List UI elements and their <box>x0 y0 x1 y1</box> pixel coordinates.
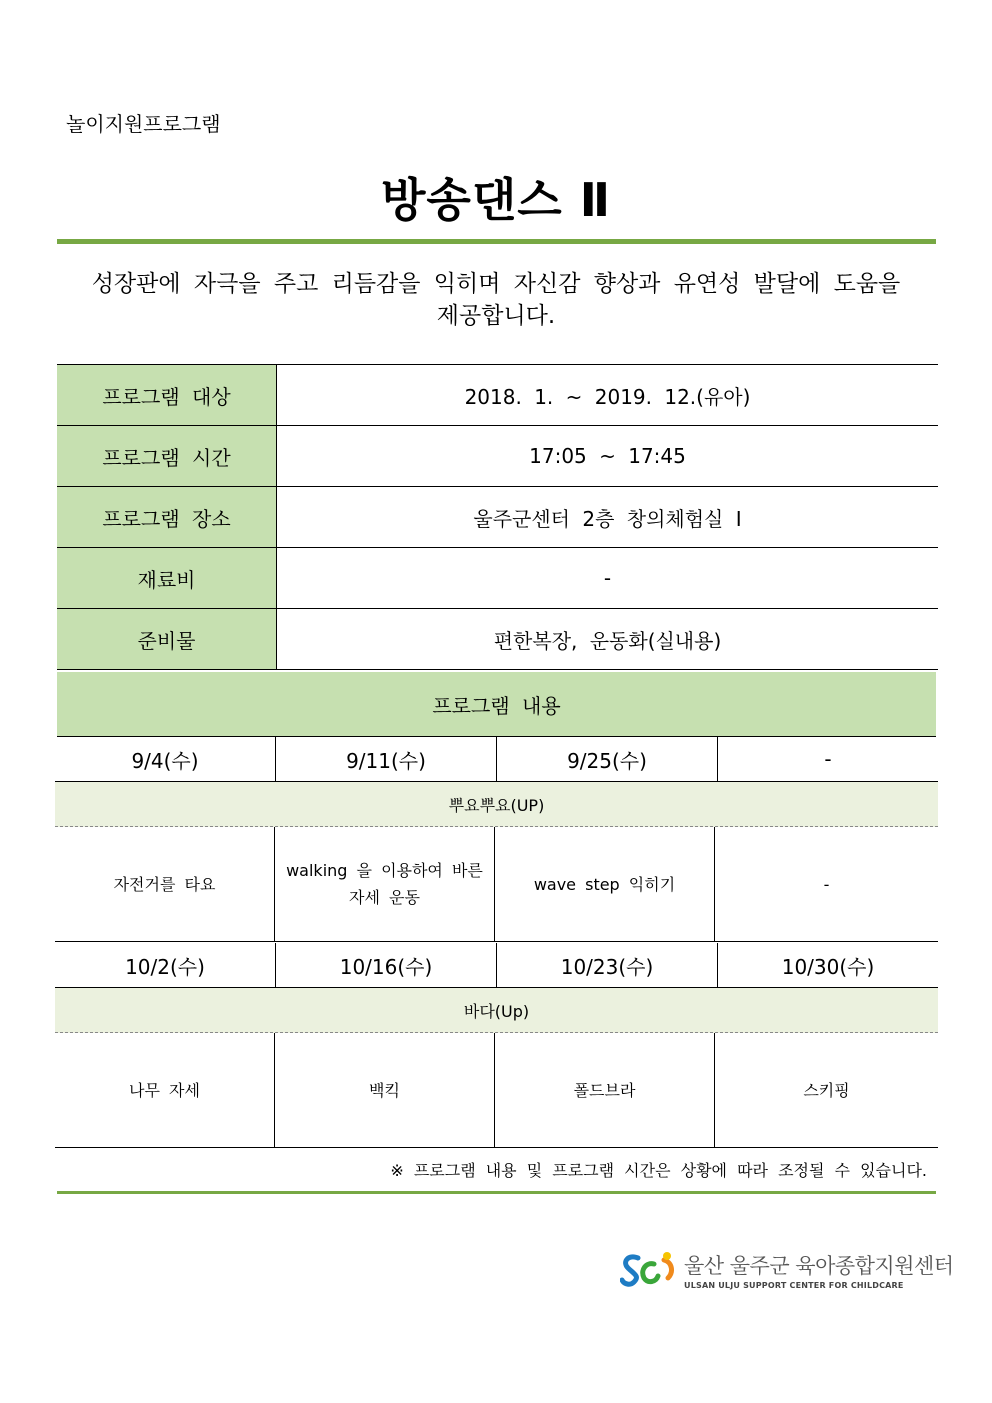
session-grid-september <box>55 737 938 942</box>
info-row-place <box>57 487 938 548</box>
session-activity: wave step 익히기 <box>495 827 715 941</box>
center-logo-icon <box>620 1250 676 1290</box>
info-label: 프로그램 대상 <box>57 365 277 425</box>
activity-row <box>55 827 938 942</box>
info-row-target <box>57 365 938 426</box>
session-activity: 나무 자세 <box>55 1033 275 1147</box>
program-category: 놀이지원프로그램 <box>66 112 221 136</box>
info-label: 준비물 <box>57 609 277 669</box>
info-value: - <box>603 566 612 590</box>
date-row <box>55 737 938 782</box>
session-activity: 자전거를 타요 <box>55 827 275 941</box>
session-date: 10/2(수) <box>55 943 276 987</box>
session-activity: 스키핑 <box>803 1080 850 1100</box>
session-activity: walking 을 이용하여 바른자세 운동 <box>275 827 495 941</box>
bottom-divider <box>57 1191 936 1194</box>
session-activity: 백킥 <box>275 1033 495 1147</box>
info-value: 17:05 ~ 17:45 <box>529 444 686 468</box>
session-activity: 폴드브라 <box>495 1033 715 1147</box>
page-title: 방송댄스 Ⅱ <box>380 173 612 227</box>
content-section-header: 프로그램 내용 <box>57 672 936 737</box>
info-row-supplies <box>57 609 938 670</box>
session-grid-october <box>55 943 938 1148</box>
session-theme: 바다(Up) <box>55 988 938 1033</box>
info-row-fee <box>57 548 938 609</box>
session-date: 9/4(수) <box>55 737 276 781</box>
date-row <box>55 943 938 988</box>
session-theme: 뿌요뿌요(UP) <box>55 782 938 827</box>
session-date: 9/25(수) <box>497 737 718 781</box>
info-value: 2018. 1. ~ 2019. 12.(유아) <box>464 384 751 409</box>
info-value: 편한복장, 운동화(실내용) <box>493 628 722 653</box>
session-date: 10/30(수) <box>781 954 875 979</box>
schedule-note: ※ 프로그램 내용 및 프로그램 시간은 상황에 따라 조정될 수 있습니다. <box>390 1161 927 1180</box>
info-label: 프로그램 시간 <box>57 426 277 486</box>
logo-name-english: ULSAN ULJU SUPPORT CENTER FOR CHILDCARE <box>684 1281 904 1290</box>
session-date: 10/16(수) <box>276 943 497 987</box>
info-label: 프로그램 장소 <box>57 487 277 547</box>
session-date: 9/11(수) <box>276 737 497 781</box>
logo-text <box>684 1250 954 1290</box>
session-date: - <box>824 747 832 771</box>
session-activity: - <box>823 874 830 894</box>
title-divider <box>57 239 936 244</box>
center-logo <box>620 1250 954 1290</box>
info-row-time <box>57 426 938 487</box>
info-table <box>57 364 938 670</box>
activity-row <box>55 1033 938 1148</box>
info-label: 재료비 <box>57 548 277 608</box>
logo-name-korean: 울산 울주군 육아종합지원센터 <box>684 1254 954 1278</box>
session-date: 10/23(수) <box>497 943 718 987</box>
program-description: 성장판에 자극을 주고 리듬감을 익히며 자신감 향상과 유연성 발달에 도움을 제공합니다. <box>91 271 901 329</box>
info-value: 울주군센터 2층 창의체험실 I <box>473 506 742 531</box>
